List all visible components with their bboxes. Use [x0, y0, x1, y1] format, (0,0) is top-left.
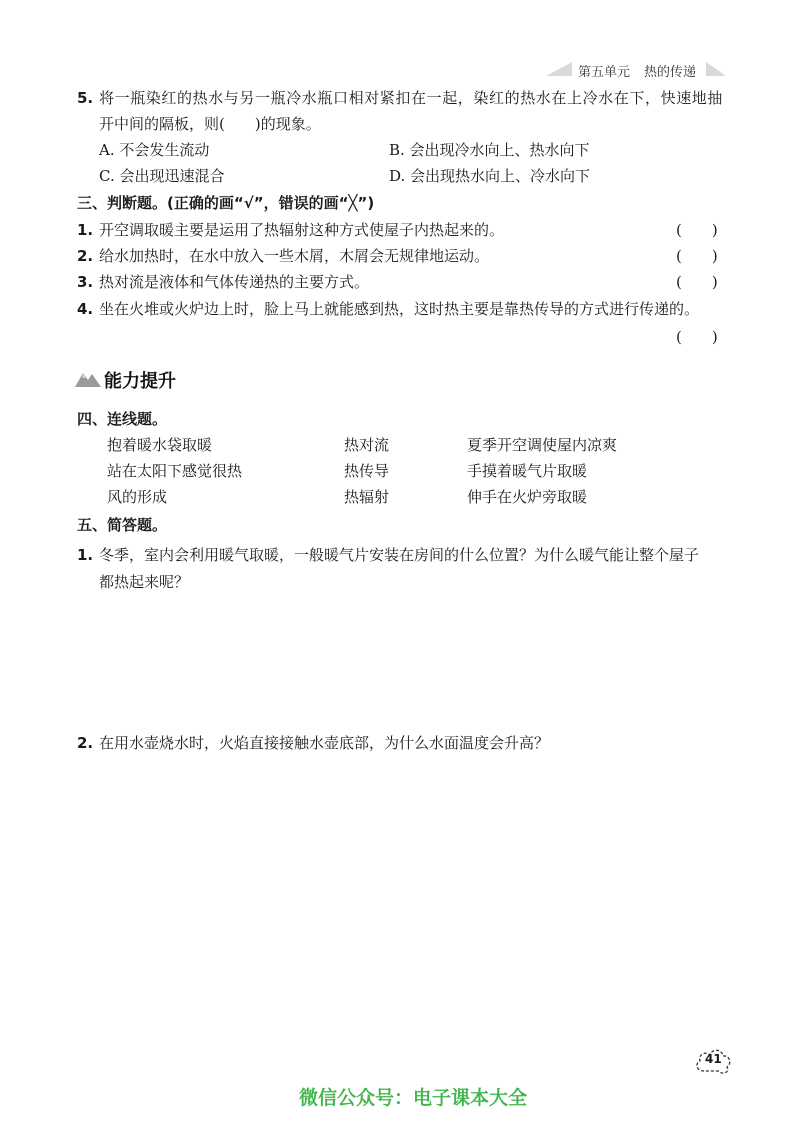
question-text: 将一瓶染红的热水与另一瓶冷水瓶口相对紧扣在一起，染红的热水在上冷水在下，快速地抽: [99, 89, 724, 107]
header-triangle-right-icon: [704, 60, 728, 78]
question-text: 冬季，室内会利用暖气取暖，一般暖气片安装在房间的什么位置？为什么暖气能让整个屋子: [99, 546, 700, 564]
item-number: 3.: [77, 273, 94, 291]
match-left-item[interactable]: 抱着暖水袋取暖: [107, 436, 213, 454]
match-left-item[interactable]: 站在太阳下感觉很热: [107, 462, 243, 480]
question-number: 2.: [77, 734, 94, 752]
option-b: B. 会出现冷水向上、热水向下: [389, 141, 590, 159]
answer-blank[interactable]: ( ): [676, 247, 718, 265]
item-number: 2.: [77, 247, 94, 265]
mountain-icon: [74, 368, 102, 388]
option-c: C. 会出现迅速混合: [99, 167, 225, 185]
answer-area[interactable]: [99, 762, 719, 1012]
item-number: 4.: [77, 300, 94, 318]
match-left-item[interactable]: 风的形成: [107, 488, 168, 506]
ability-title: 能力提升: [104, 371, 176, 392]
header-topic: 热的传递: [644, 65, 697, 80]
answer-blank[interactable]: ( ): [676, 328, 718, 346]
page-number: 41: [705, 1052, 722, 1066]
footer-watermark: 微信公众号：电子课本大全: [299, 1087, 528, 1109]
item-text: 开空调取暖主要是运用了热辐射这种方式使屋子内热起来的。: [99, 221, 505, 239]
question-text: 开中间的隔板，则( )的现象。: [99, 115, 321, 133]
item-text: 给水加热时，在水中放入一些木屑，木屑会无规律地运动。: [99, 247, 490, 265]
match-right-item[interactable]: 夏季开空调使屋内凉爽: [467, 436, 618, 454]
answer-area[interactable]: [99, 600, 719, 720]
answer-blank[interactable]: ( ): [676, 273, 718, 291]
option-d: D. 会出现热水向上、冷水向下: [389, 167, 591, 185]
item-text: 坐在火堆或火炉边上时，脸上马上就能感到热，这时热主要是靠热传导的方式进行传递的。: [99, 300, 700, 318]
question-number: 1.: [77, 546, 94, 564]
header-unit: 第五单元: [578, 65, 631, 80]
match-right-item[interactable]: 手摸着暖气片取暖: [467, 462, 588, 480]
match-right-item[interactable]: 伸手在火炉旁取暖: [467, 488, 588, 506]
section-title: 四、连线题。: [77, 410, 168, 428]
answer-blank[interactable]: ( ): [676, 221, 718, 239]
match-middle-item[interactable]: 热辐射: [344, 488, 390, 506]
item-number: 1.: [77, 221, 94, 239]
question-number: 5.: [77, 89, 94, 107]
option-a: A. 不会发生流动: [99, 141, 210, 159]
header-triangle-left-icon: [544, 60, 576, 78]
section-title: 五、简答题。: [77, 516, 168, 534]
question-text: 在用水壶烧水时，火焰直接接触水壶底部，为什么水面温度会升高？: [99, 734, 550, 752]
match-middle-item[interactable]: 热传导: [344, 462, 390, 480]
match-middle-item[interactable]: 热对流: [344, 436, 390, 454]
item-text: 热对流是液体和气体传递热的主要方式。: [99, 273, 370, 291]
question-text: 都热起来呢？: [99, 573, 190, 591]
section-title: 三、判断题。(正确的画“√”，错误的画“╳”): [77, 194, 375, 212]
